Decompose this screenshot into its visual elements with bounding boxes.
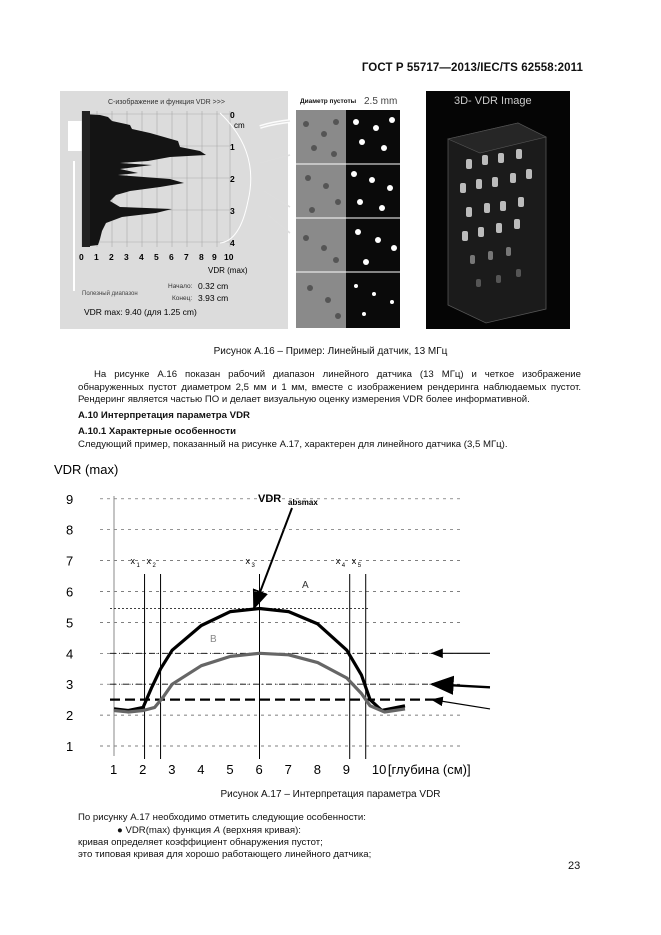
vdr-max-label: VDR max: 9.40 (для 1.25 cm): [84, 307, 197, 317]
vdr-x-label: VDR (max): [208, 266, 248, 275]
x-tick-5: 5: [226, 762, 234, 777]
section-a10-heading: А.10 Интерпретация параметра VDR: [78, 410, 250, 421]
x-tick-3: 3: [168, 762, 176, 777]
svg-text:2: 2: [230, 174, 235, 184]
series-label-A: A: [302, 580, 309, 591]
svg-text:5: 5: [154, 252, 159, 262]
x-tick-9: 9: [342, 762, 351, 777]
svg-text:2: 2: [109, 252, 114, 262]
document-header: ГОСТ Р 55717—2013/IEC/TS 62558:2011: [361, 62, 583, 74]
useful-range-label: Полезный диапазон: [82, 291, 138, 297]
void-image-grid: [296, 110, 400, 328]
svg-text:7: 7: [184, 252, 189, 262]
vdr-x-tick-labels: [79, 252, 234, 262]
y-tick-8: 8: [66, 522, 74, 538]
svg-text:4: 4: [139, 252, 144, 262]
marker-label-x3: x: [245, 556, 250, 566]
y-axis-label: VDR (max): [54, 462, 119, 477]
void-diameter-panel: [296, 96, 400, 328]
render-3d-image: [426, 109, 570, 329]
page-number: 23: [568, 860, 581, 872]
y-tick-1: 1: [66, 739, 74, 754]
features-bullet: ● VDR(max) функция А (верхняя кривая):: [117, 825, 301, 836]
marker-sub-x2: 2: [152, 563, 156, 569]
vdr-histogram: [82, 114, 206, 247]
paragraph-figure-16: На рисунке А.16 показан рабочий диапазон линейного датчика (13 МГц) и четкое изображение обнаруженных пустот диаметром 2,5 мм и 1 мм, вместе с изображением рендеринга наблюдаемых пустот. Рендеринг является частью ПО и делает визуальную оценку измерения VDR более информативной.: [78, 369, 581, 405]
features-line-2: это типовая кривая для хорошо работающего линейного датчика;: [78, 849, 372, 860]
render-3d-panel: [426, 91, 570, 329]
connector-lines: [254, 115, 296, 235]
x-tick-7: 7: [284, 762, 292, 777]
depth-tick-labels: [230, 110, 235, 248]
y-tick-2: 2: [66, 708, 74, 724]
figure-17-caption: Рисунок А.17 – Интерпретация параметра VDR: [220, 789, 441, 800]
threshold-arrow-2: [432, 684, 490, 687]
svg-text:1: 1: [94, 252, 99, 262]
svg-text:0: 0: [230, 110, 235, 120]
features-line-1: кривая определяет коэффициент обнаружения пустот;: [78, 837, 323, 848]
svg-text:10: 10: [224, 252, 234, 262]
x-tick-1: 1: [110, 762, 118, 777]
y-tick-7: 7: [66, 553, 74, 569]
x-tick-4: 4: [197, 762, 205, 777]
marker-sub-x1: 1: [136, 563, 140, 569]
svg-text:9: 9: [212, 252, 217, 262]
svg-text:0: 0: [79, 252, 84, 262]
tick-labels: [66, 492, 471, 777]
svg-text:4: 4: [230, 238, 235, 248]
vdr-interpretation-chart: [40, 456, 520, 784]
x-tick-6: 6: [255, 762, 263, 777]
void-diameter-value: 2.5 mm: [364, 96, 398, 107]
vdr-absmax-label: VDR: [258, 493, 282, 505]
features-intro: По рисунку А.17 необходимо отметить следующие особенности:: [78, 812, 366, 823]
marker-label-x5: x: [351, 556, 357, 566]
void-diameter-label: Диаметр пустоты: [300, 98, 357, 105]
x-tick-10: 10: [371, 762, 387, 777]
svg-text:6: 6: [169, 252, 174, 262]
marker-label-x2: x: [146, 556, 152, 566]
start-label: Начало:: [168, 283, 193, 290]
chart-grid: [100, 496, 460, 756]
end-value: 3.93 cm: [198, 293, 229, 303]
x-tick-8: 8: [313, 762, 321, 777]
y-tick-6: 6: [66, 584, 74, 600]
bullet-icon: ●: [117, 825, 123, 836]
marker-sub-x5: 5: [357, 563, 362, 569]
figure-16-caption: Рисунок А.16 – Пример: Линейный датчик, 13 МГц: [213, 346, 448, 357]
x-tick-2: 2: [139, 762, 147, 777]
marker-label-x1: x: [130, 556, 136, 566]
paragraph-figure-17-intro: Следующий пример, показанный на рисунке А.17, характерен для линейного датчика (3,5 МГц).: [78, 439, 508, 450]
y-tick-9: 9: [66, 491, 74, 507]
x-axis-label: [глубина (см)]: [387, 762, 471, 777]
svg-text:1: 1: [230, 142, 235, 152]
svg-text:3: 3: [124, 252, 129, 262]
y-tick-3: 3: [66, 677, 74, 693]
c-image-title: С-изображение и функция VDR >>>: [108, 99, 225, 106]
end-label: Конец:: [172, 295, 193, 302]
marker-label-x4: x: [335, 556, 341, 566]
y-tick-5: 5: [66, 615, 74, 631]
start-value: 0.32 cm: [198, 281, 229, 291]
threshold-arrow-3: [432, 700, 490, 709]
svg-text:8: 8: [199, 252, 204, 262]
svg-text:3: 3: [230, 206, 235, 216]
marker-sub-x4: 4: [341, 563, 346, 569]
vdr-absmax-subscript: absmax: [288, 498, 318, 507]
marker-sub-x3: 3: [251, 563, 255, 569]
y-tick-4: 4: [66, 646, 74, 662]
threshold-arrows: [432, 653, 490, 709]
render-3d-title: 3D- VDR Image: [454, 95, 532, 107]
section-a101-heading: А.10.1 Характерные особенности: [78, 426, 236, 437]
unit-cm: cm: [234, 121, 245, 130]
series-label-B: B: [210, 634, 217, 645]
